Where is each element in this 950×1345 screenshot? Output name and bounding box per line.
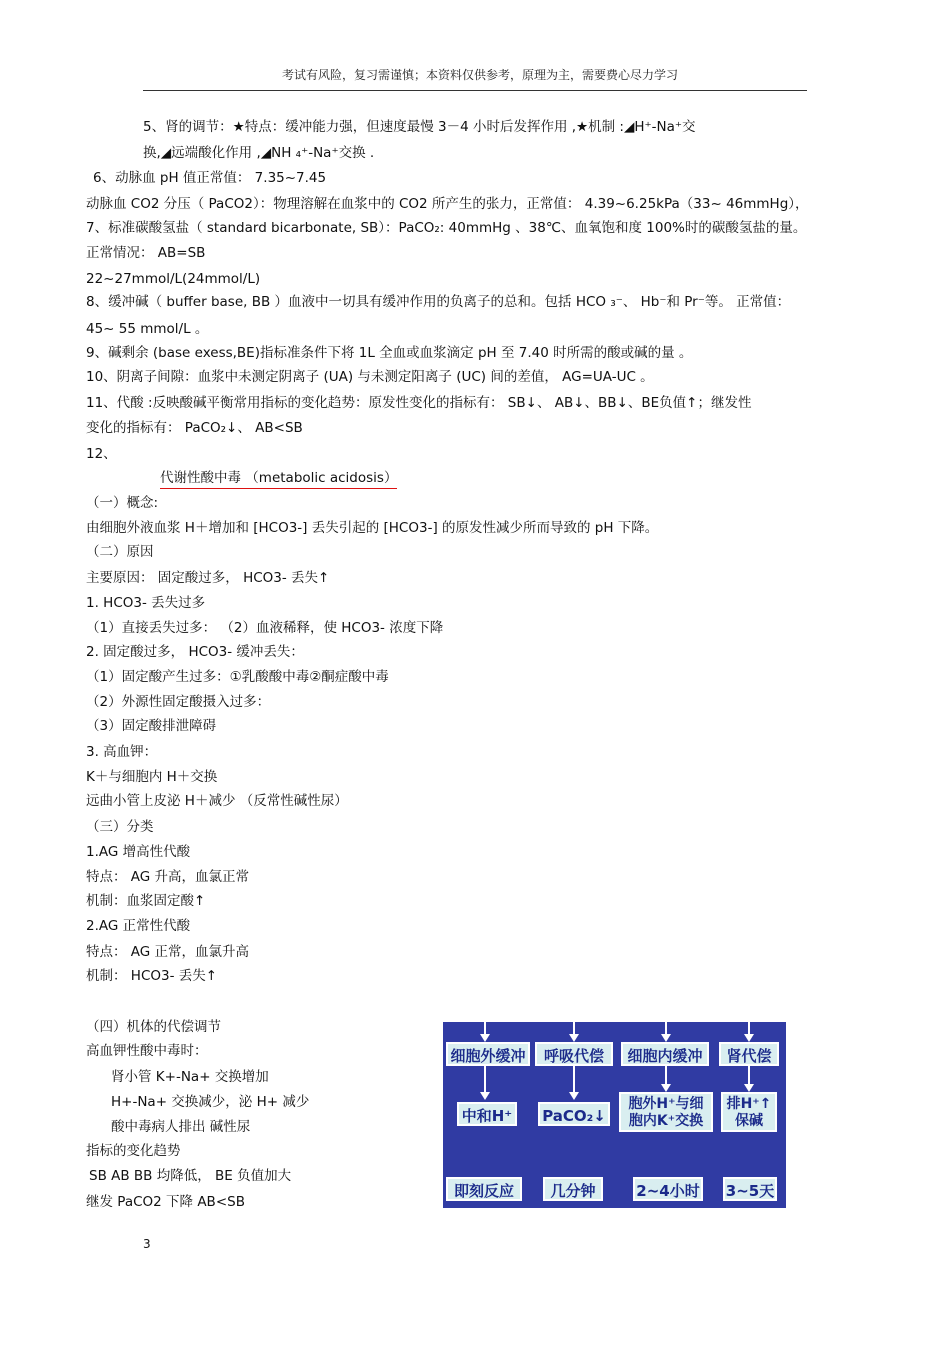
text-line: 正常情况： AB=SB	[86, 245, 206, 261]
text-line: 5、肾的调节：★特点：缓冲能力强，但速度最慢 3－4 小时后发挥作用 ,★机制 :◢H⁺-Na⁺交	[143, 119, 696, 135]
arrow-down-icon	[744, 1084, 754, 1092]
text-line: 2. 固定酸过多， HCO3- 缓冲丢失：	[86, 644, 304, 660]
connector-line	[484, 1066, 486, 1094]
text-line: 2.AG 正常性代酸	[86, 918, 191, 934]
box-2-4-hours: 2~4小时	[633, 1177, 703, 1201]
box-immediate: 即刻反应	[446, 1177, 522, 1201]
box-minutes: 几分钟	[543, 1177, 603, 1201]
text-line: 继发 PaCO2 下降 AB<SB	[86, 1194, 245, 1210]
section-title: 代谢性酸中毒 （metabolic acidosis）	[160, 469, 397, 489]
text-line: 11、代酸 :反映酸碱平衡常用指标的变化趋势：原发性变化的指标有： SB↓、 AB↓、BB↓、BE负值↑；继发性	[86, 395, 752, 411]
connector-line	[573, 1066, 575, 1094]
text-line: （四）机体的代偿调节	[86, 1019, 221, 1035]
text-line: 主要原因： 固定酸过多， HCO3- 丢失↑	[86, 570, 330, 586]
connector-line	[748, 1066, 750, 1086]
arrow-down-icon	[661, 1084, 671, 1092]
text-line: 7、标准碳酸氢盐（ standard bicarbonate, SB）：PaCO₂: 40mmHg 、38℃、血氧饱和度 100%时的碳酸氢盐的量。	[86, 220, 807, 236]
box-h-k-exchange	[619, 1092, 713, 1132]
text-line: K＋与细胞内 H＋交换	[86, 769, 218, 785]
arrow-down-icon	[480, 1034, 490, 1042]
arrow-down-icon	[480, 1092, 490, 1100]
text-line: 6、动脉血 pH 值正常值： 7.35~7.45	[93, 170, 327, 186]
text-line: （1）直接丢失过多： （2）血液稀释，使 HCO3- 浓度下降	[86, 620, 444, 636]
connector-line	[665, 1066, 667, 1086]
text-line: （2）外源性固定酸摄入过多：	[86, 694, 271, 710]
box-line: 胞外H⁺与细	[628, 1096, 704, 1112]
text-line: 机制：血浆固定酸↑	[86, 893, 206, 909]
box-respiratory-compensation: 呼吸代偿	[535, 1042, 613, 1066]
text-line: 9、碱剩余 (base exess,BE)指标准条件下将 1L 全血或血浆滴定 pH 至 7.40 时所需的酸或碱的量 。	[86, 345, 693, 361]
text-line: （二）原因	[86, 544, 154, 560]
text-line: 8、缓冲碱（ buffer base, BB ）血液中一切具有缓冲作用的负离子的总和。包括 HCO ₃⁻、 Hb⁻和 Pr⁻等。 正常值：	[86, 294, 791, 310]
box-3-5-days: 3~5天	[723, 1177, 777, 1201]
box-renal-compensation: 肾代偿	[719, 1042, 779, 1066]
text-line: （三）分类	[86, 819, 154, 835]
text-line: SB AB BB 均降低， BE 负值加大	[89, 1168, 292, 1184]
text-line: 特点： AG 正常，血氯升高	[86, 944, 250, 960]
text-line: 1.AG 增高性代酸	[86, 844, 191, 860]
text-line: 由细胞外液血浆 H＋增加和 [HCO3-] 丢失引起的 [HCO3-] 的原发性减少所而导致的 pH 下降。	[86, 520, 659, 536]
header-rule	[143, 90, 807, 91]
arrow-down-icon	[744, 1034, 754, 1042]
text-line: （1）固定酸产生过多：①乳酸酸中毒②酮症酸中毒	[86, 669, 389, 685]
box-line: 保碱	[735, 1113, 763, 1129]
arrow-down-icon	[569, 1092, 579, 1100]
text-line: 22~27mmol/L(24mmol/L)	[86, 271, 261, 287]
text-line: 换,◢远端酸化作用 ,◢NH ₄⁺-Na⁺交换 .	[143, 145, 375, 161]
text-line: 高血钾性酸中毒时：	[86, 1043, 208, 1059]
compensation-diagram	[443, 1022, 786, 1208]
text-line: 1. HCO3- 丢失过多	[86, 595, 206, 611]
text-line: 指标的变化趋势	[86, 1143, 181, 1159]
text-line: （一）概念:	[86, 495, 159, 511]
box-line: 排H⁺↑	[726, 1096, 772, 1112]
text-line: 12、	[86, 446, 117, 462]
text-line: 3. 高血钾：	[86, 744, 158, 760]
text-line: 特点： AG 升高，血氯正常	[86, 869, 250, 885]
box-paco2-decrease: PaCO₂↓	[538, 1102, 610, 1126]
arrow-down-icon	[661, 1034, 671, 1042]
arrow-down-icon	[569, 1034, 579, 1042]
text-line: （3）固定酸排泄障碍	[86, 718, 217, 734]
text-line: 远曲小管上皮泌 H＋减少 （反常性碱性尿）	[86, 793, 348, 809]
page-number: 3	[143, 1237, 151, 1251]
text-line: 肾小管 K+-Na+ 交换增加	[111, 1069, 269, 1085]
box-line: 胞内K⁺交换	[628, 1113, 704, 1129]
box-intracellular-buffer: 细胞内缓冲	[621, 1042, 709, 1066]
text-line: 酸中毒病人排出 碱性尿	[111, 1119, 251, 1135]
box-excrete-h-retain-base	[721, 1092, 777, 1132]
page-header: 考试有风险，复习需谨慎；本资料仅供参考，原理为主，需要费心尽力学习	[281, 68, 678, 82]
box-extracellular-buffer: 细胞外缓冲	[446, 1042, 530, 1066]
text-line: 动脉血 CO2 分压（ PaCO2）：物理溶解在血浆中的 CO2 所产生的张力，正常值： 4.39~6.25kPa（33~ 46mmHg），	[86, 196, 809, 212]
text-line: 45~ 55 mmol/L 。	[86, 321, 209, 337]
text-line: 变化的指标有： PaCO₂↓、 AB<SB	[86, 420, 303, 436]
text-line: H+-Na+ 交换减少，泌 H+ 减少	[111, 1094, 310, 1110]
text-line: 10、阴离子间隙：血浆中未测定阴离子 (UA) 与未测定阳离子 (UC) 间的差值， AG=UA-UC 。	[86, 369, 654, 385]
box-neutralize-h: 中和H⁺	[457, 1102, 517, 1126]
text-line: 机制： HCO3- 丢失↑	[86, 968, 218, 984]
